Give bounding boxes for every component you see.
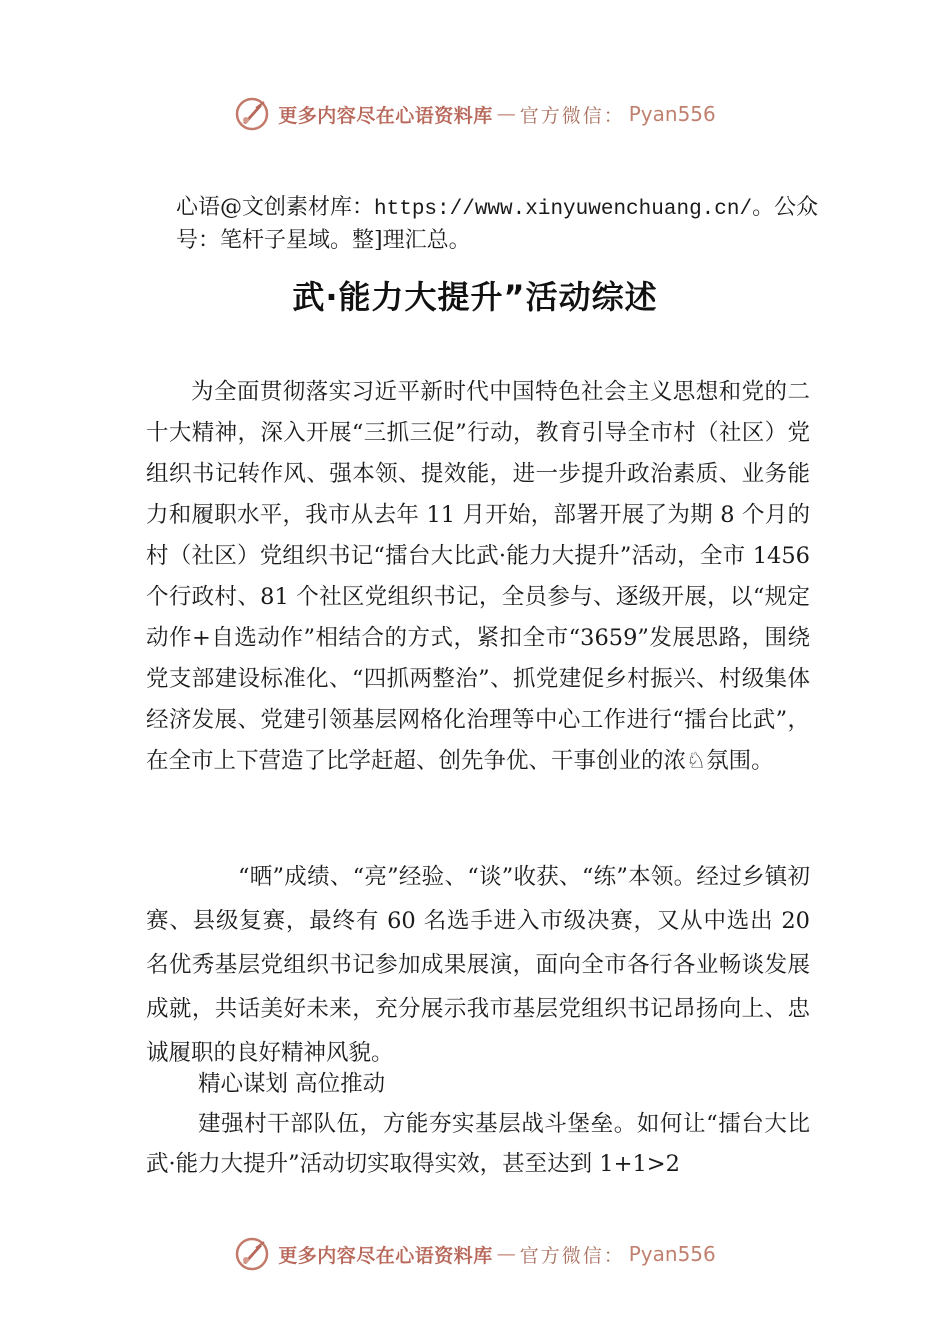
paragraph-planning: 建强村干部队伍，方能夯实基层战斗堡垒。如何让“擂台大比武·能力大提升”活动切实取得实效，甚至达到 1+1>2 — [146, 1111, 810, 1177]
quill-pen-icon — [234, 96, 270, 132]
watermark-separator: — — [496, 1243, 516, 1265]
document-title: 武·能力大提升”活动综述 — [292, 278, 658, 316]
source-note-prefix: 心语@文创素材库： — [176, 195, 375, 220]
paragraph-results — [146, 855, 810, 1075]
watermark-text: 更多内容尽在心语资料库 — [278, 104, 493, 127]
watermark-wechat-id: Pyan556 — [628, 1242, 716, 1266]
watermark-separator: — — [496, 103, 516, 125]
paragraph-results-text: “晒”成绩、“亮”经验、“谈”收获、“练”本领。经过乡镇初赛、县级复赛，最终有 60 名选手进入市级决赛，又从中选出 20 名优秀基层党组织书记参加成果展演，面向全市各行各业畅谈发展成就，共话美好未来，充分展示我市基层党组织书记昂扬向上、忠诚履职的良好精神风貌。 — [146, 864, 810, 1066]
source-note — [176, 192, 836, 256]
watermark-text: 更多内容尽在心语资料库 — [278, 1244, 493, 1267]
section-heading: 精心谋划 高位推动 — [198, 1071, 386, 1097]
header-watermark — [0, 92, 950, 136]
footer-watermark — [0, 1232, 950, 1276]
watermark-wechat-id: Pyan556 — [628, 102, 716, 126]
quill-pen-icon — [234, 1236, 270, 1272]
watermark-wechat-label: 官方微信： — [519, 1244, 625, 1267]
source-note-suffix: 。公众号：笔杆子星域。整]理汇总。 — [176, 195, 819, 253]
paragraph-intro: 为全面贯彻落实习近平新时代中国特色社会主义思想和党的二十大精神，深入开展“三抓三促”行动，教育引导全市村（社区）党组织书记转作风、强本领、提效能，进一步提升政治素质、业务能力和履职水平，我市从去年 11 月开始，部署开展了为期 8 个月的村（社区）党组织书记“擂台大比武·能力大提升”活动，全市 1456 个行政村、81 个社区党组织书记，全员参与、逐级开展，以“规定动作+自选动作”相结合的方式，紧扣全市“3659”发展思路，围绕党支部建设标准化、“四抓两整治”、抓党建促乡村振兴、村级集体经济发展、党建引领基层网格化治理等中心工作进行“擂台比武”，在全市上下营造了比学赶超、创先争优、干事创业的浓♘氛围。 — [146, 379, 810, 774]
source-url-link[interactable]: https://www.xinyuwenchuang.cn/ — [374, 198, 753, 221]
watermark-wechat-label: 官方微信： — [519, 104, 625, 127]
